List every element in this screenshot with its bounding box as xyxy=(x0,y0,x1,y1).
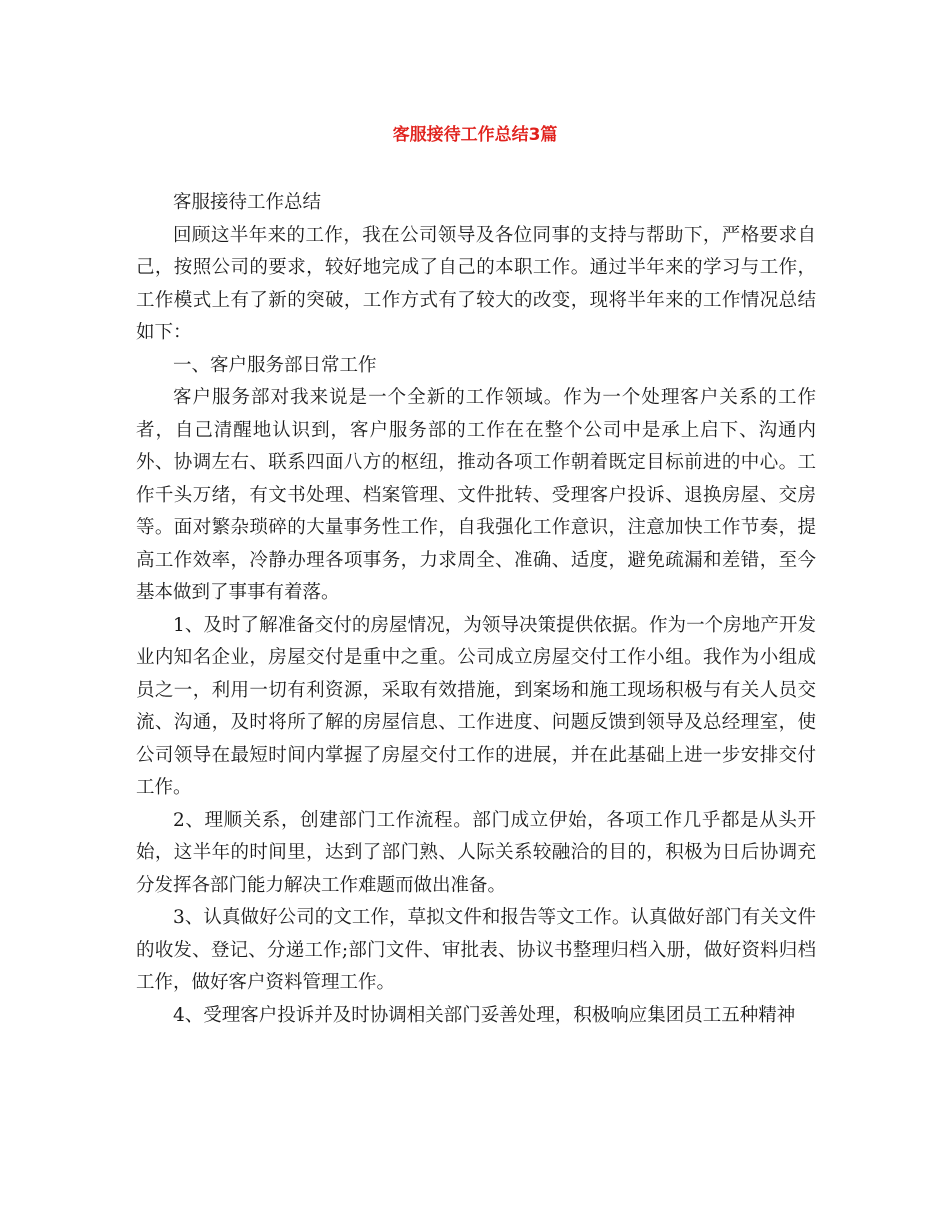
paragraph-item-3: 3、认真做好公司的文工作，草拟文件和报告等文工作。认真做好部门有关文件的收发、登记、分递工作;部门文件、审批表、协议书整理归档入册，做好资料归档工作，做好客户资料管理工作。 xyxy=(136,907,816,993)
document-title: 客服接待工作总结3篇 xyxy=(392,125,558,145)
paragraph-heading-1: 一、客户服务部日常工作 xyxy=(173,354,377,376)
paragraph-item-1: 1、及时了解准备交付的房屋情况，为领导决策提供依据。作为一个房地产开发业内知名企业，房屋交付是重中之重。公司成立房屋交付工作小组。我作为小组成员之一，利用一切有利资源，采取有效措施，到案场和施工现场积极与有关人员交流、沟通，及时将所了解的房屋信息、工作进度、问题反馈到领导及总经理室，使公司领导在最短时间内掌握了房屋交付工作的进展，并在此基础上进一步安排交付工作。 xyxy=(136,614,816,798)
paragraph: 客户服务部对我来说是一个全新的工作领域。作为一个处理客户关系的工作者，自己清醒地认识到，客户服务部的工作在在整个公司中是承上启下、沟通内外、协调左右、联系四面八方的枢纽，推动各项工作朝着既定目标前进的中心。工作千头万绪，有文书处理、档案管理、文件批转、受理客户投诉、退换房屋、交房等。面对繁杂琐碎的大量事务性工作，自我强化工作意识，注意加快工作节奏，提高工作效率，冷静办理各项事务，力求周全、准确、适度，避免疏漏和差错，至今基本做到了事事有着落。 xyxy=(136,387,816,603)
document-body xyxy=(136,187,816,1032)
paragraph-section-heading: 客服接待工作总结 xyxy=(173,192,322,213)
paragraph-intro: 回顾这半年来的工作，我在公司领导及各位同事的支持与帮助下，严格要求自己，按照公司的要求，较好地完成了自己的本职工作。通过半年来的学习与工作，工作模式上有了新的突破，工作方式有了较大的改变，现将半年来的工作情况总结如下： xyxy=(136,224,816,343)
paragraph-item-2: 2、理顺关系，创建部门工作流程。部门成立伊始，各项工作几乎都是从头开始，这半年的时间里，达到了部门熟、人际关系较融洽的目的，积极为日后协调充分发挥各部门能力解决工作难题而做出准备。 xyxy=(136,809,816,896)
paragraph-item-4: 4、受理客户投诉并及时协调相关部门妥善处理，积极响应集团员工五种精神 xyxy=(173,1004,796,1026)
